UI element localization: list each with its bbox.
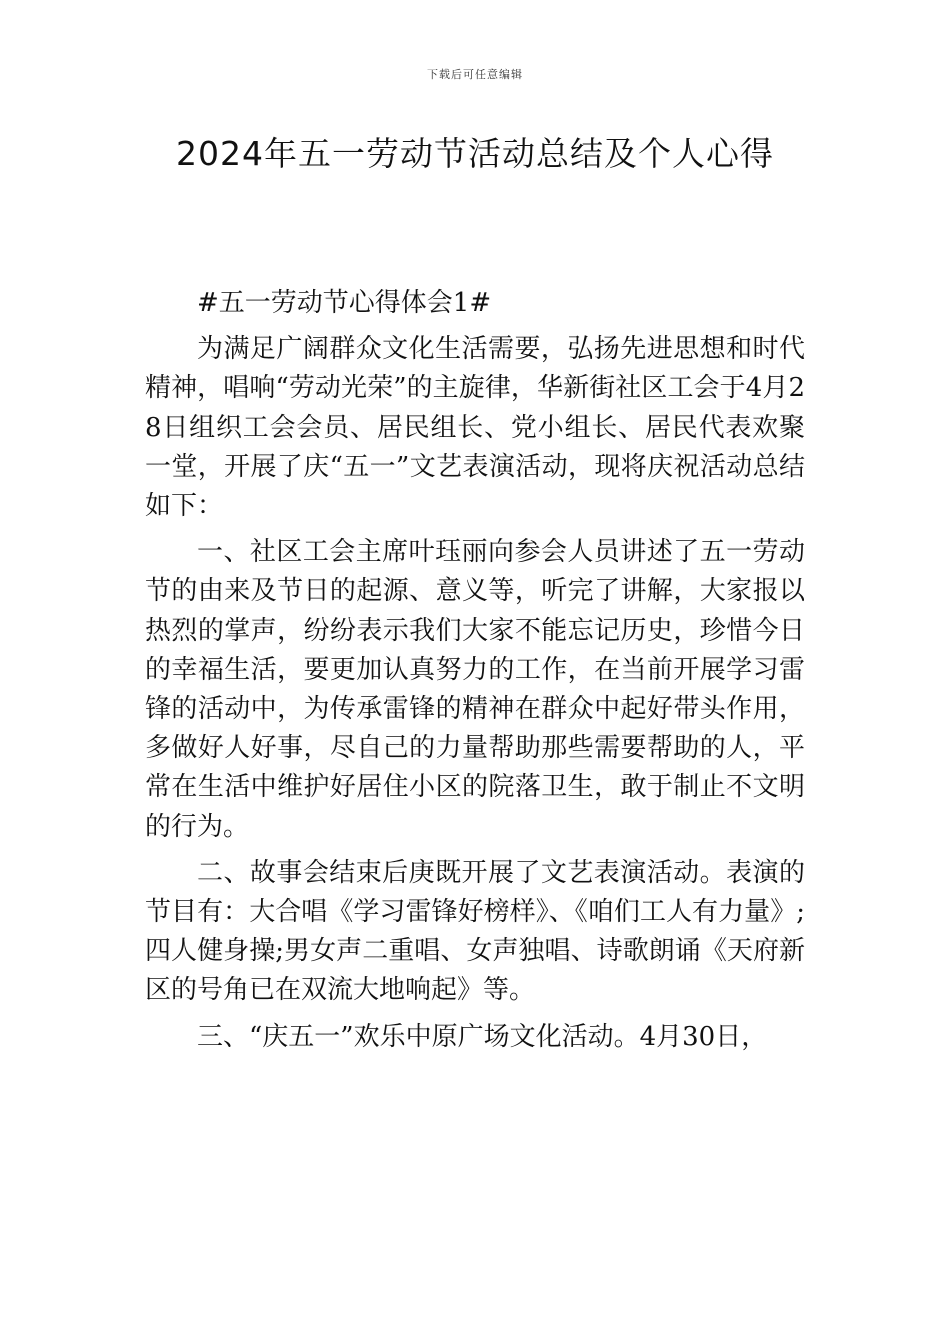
header-note: 下载后可任意编辑 [427, 68, 523, 81]
paragraph-intro: 为满足广阔群众文化生活需要，弘扬先进思想和时代精神，唱响“劳动光荣”的主旋律，华新街社区工会于4月28日组织工会会员、居民组长、党小组长、居民代表欢聚一堂，开展了庆“五一”文艺表演活动，现将庆祝活动总结如下： [145, 334, 805, 522]
section-label: #五一劳动节心得体会1# [197, 288, 492, 318]
page-title: 2024年五一劳动节活动总结及个人心得 [176, 134, 774, 173]
document-body [145, 284, 805, 1057]
paragraph-part-two: 二、故事会结束后庚既开展了文艺表演活动。表演的节目有：大合唱《学习雷锋好榜样》、《咱们工人有力量》;四人健身操;男女声二重唱、女声独唱、诗歌朗诵《天府新区的号角已在双流大地响起》等。 [145, 857, 805, 1006]
paragraph-part-three: 三、“庆五一”欢乐中原广场文化活动。4月30日， [197, 1021, 768, 1052]
paragraph-part-one: 一、社区工会主席叶珏丽向参会人员讲述了五一劳动节的由来及节日的起源、意义等，听完了讲解，大家报以热烈的掌声，纷纷表示我们大家不能忘记历史，珍惜今日的幸福生活，要更加认真努力的工作，在当前开展学习雷锋的活动中，为传承雷锋的精神在群众中起好带头作用，多做好人好事，尽自己的力量帮助那些需要帮助的人，平常在生活中维护好居住小区的院落卫生，敢于制止不文明的行为。 [145, 537, 805, 842]
